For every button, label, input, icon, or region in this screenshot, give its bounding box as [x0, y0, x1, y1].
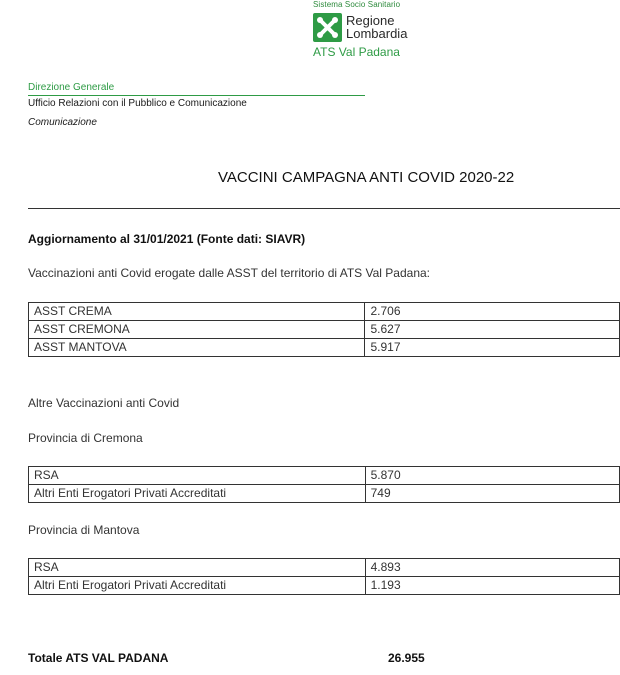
direzione-generale: Direzione Generale — [28, 82, 115, 93]
row-value: 5.627 — [365, 321, 620, 339]
cremona-table — [28, 466, 620, 503]
table-row — [29, 559, 620, 577]
row-value: 749 — [365, 485, 619, 503]
mantova-table — [28, 558, 620, 595]
row-value: 2.706 — [365, 303, 620, 321]
table-row — [29, 339, 620, 357]
logo-name-line2: Lombardia — [346, 26, 408, 41]
header-divider — [28, 95, 365, 96]
total-value: 26.955 — [388, 651, 425, 665]
asst-intro: Vaccinazioni anti Covid erogate dalle ASST del territorio di ATS Val Padana: — [28, 266, 431, 280]
update-date: Aggiornamento al 31/01/2021 (Fonte dati: SIAVR) — [28, 232, 306, 246]
row-label: RSA — [29, 559, 366, 577]
table-row — [29, 303, 620, 321]
row-value: 4.893 — [365, 559, 619, 577]
table-row — [29, 321, 620, 339]
regione-lombardia-logo-icon — [313, 13, 342, 42]
comunicazione: Comunicazione — [28, 117, 97, 128]
logo-name — [346, 14, 407, 40]
row-label: ASST MANTOVA — [29, 339, 365, 357]
row-value: 5.870 — [365, 467, 619, 485]
provincia-cremona-heading: Provincia di Cremona — [28, 431, 143, 445]
table-row — [29, 577, 620, 595]
asst-table — [28, 302, 620, 357]
table-row — [29, 485, 620, 503]
page-title: VACCINI CAMPAGNA ANTI COVID 2020-22 — [218, 169, 515, 186]
total-label: Totale ATS VAL PADANA — [28, 651, 169, 665]
logo-tagline: Sistema Socio Sanitario — [313, 0, 401, 9]
logo-ats: ATS Val Padana — [313, 45, 400, 59]
altre-vaccinazioni: Altre Vaccinazioni anti Covid — [28, 396, 180, 410]
row-label: ASST CREMA — [29, 303, 365, 321]
row-value: 1.193 — [365, 577, 619, 595]
row-label: Altri Enti Erogatori Privati Accreditati — [29, 577, 366, 595]
row-value: 5.917 — [365, 339, 620, 357]
table-row — [29, 467, 620, 485]
row-label: ASST CREMONA — [29, 321, 365, 339]
provincia-mantova-heading: Provincia di Mantova — [28, 523, 140, 537]
logo-name-line1: Regione — [346, 13, 395, 28]
title-divider — [28, 208, 620, 209]
row-label: Altri Enti Erogatori Privati Accreditati — [29, 485, 366, 503]
row-label: RSA — [29, 467, 366, 485]
ufficio-relazioni: Ufficio Relazioni con il Pubblico e Comunicazione — [28, 98, 247, 109]
